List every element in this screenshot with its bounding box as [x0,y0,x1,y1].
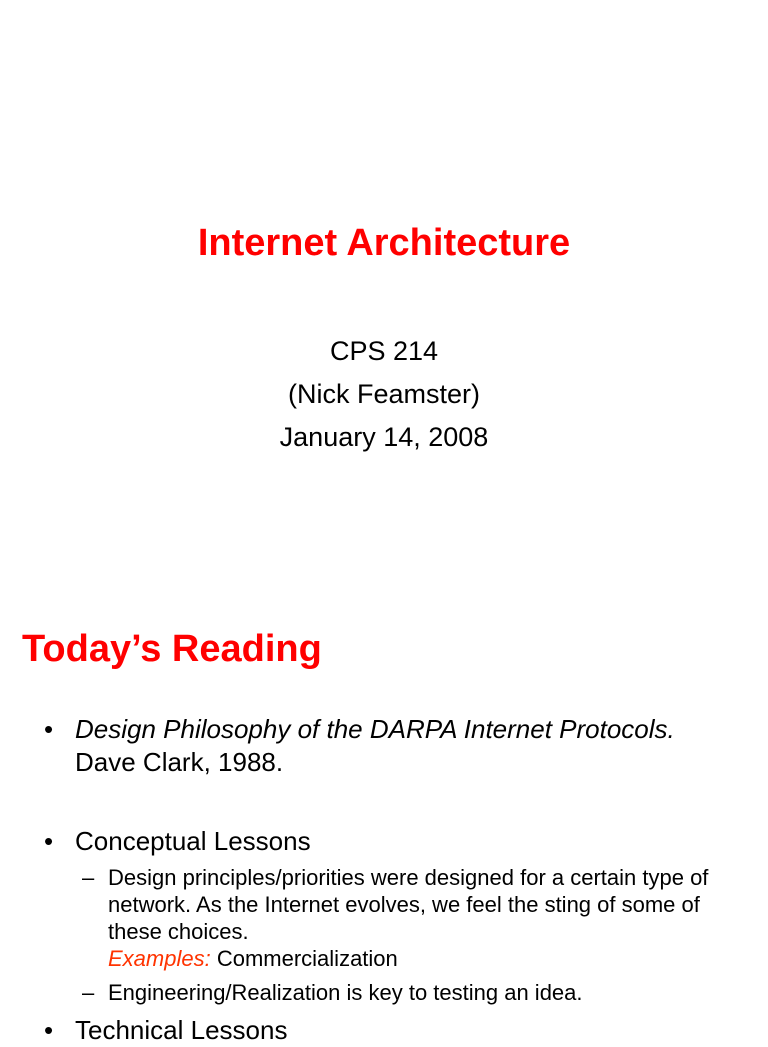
bullet-text: Conceptual Lessons [75,826,311,856]
bullet-marker: • [44,826,54,856]
bullet-text [75,713,715,779]
presentation-date: January 14, 2008 [279,422,489,452]
course-code: CPS 214 [329,336,439,366]
presenter-name: (Nick Feamster) [287,379,480,409]
bullet-text: Technical Lessons [75,1015,288,1045]
sub-bullet-marker: – [82,865,95,890]
examples-label: Examples: [108,946,211,971]
sub-bullet-main-text: Design principles/priorities were designed for a certain type of network. As the Internet evolves, we feel the sting of some of these choices. [108,865,709,944]
reading-title: Design Philosophy of the DARPA Internet Protocols. [75,714,675,744]
sub-bullet-marker: – [82,980,95,1005]
examples-text: Commercialization [210,946,398,971]
sub-bullet-text: Engineering/Realization is key to testing an idea. [108,980,583,1005]
sub-bullet-text [108,864,738,972]
bullet-marker: • [44,714,54,744]
presentation-title: Internet Architecture [197,222,571,264]
slide-todays-reading [0,576,768,1045]
reading-author: Dave Clark, 1988. [75,714,690,777]
subtitle-block [0,330,768,459]
bullet-marker: • [44,1015,54,1045]
slide-heading: Today’s Reading [22,628,322,670]
